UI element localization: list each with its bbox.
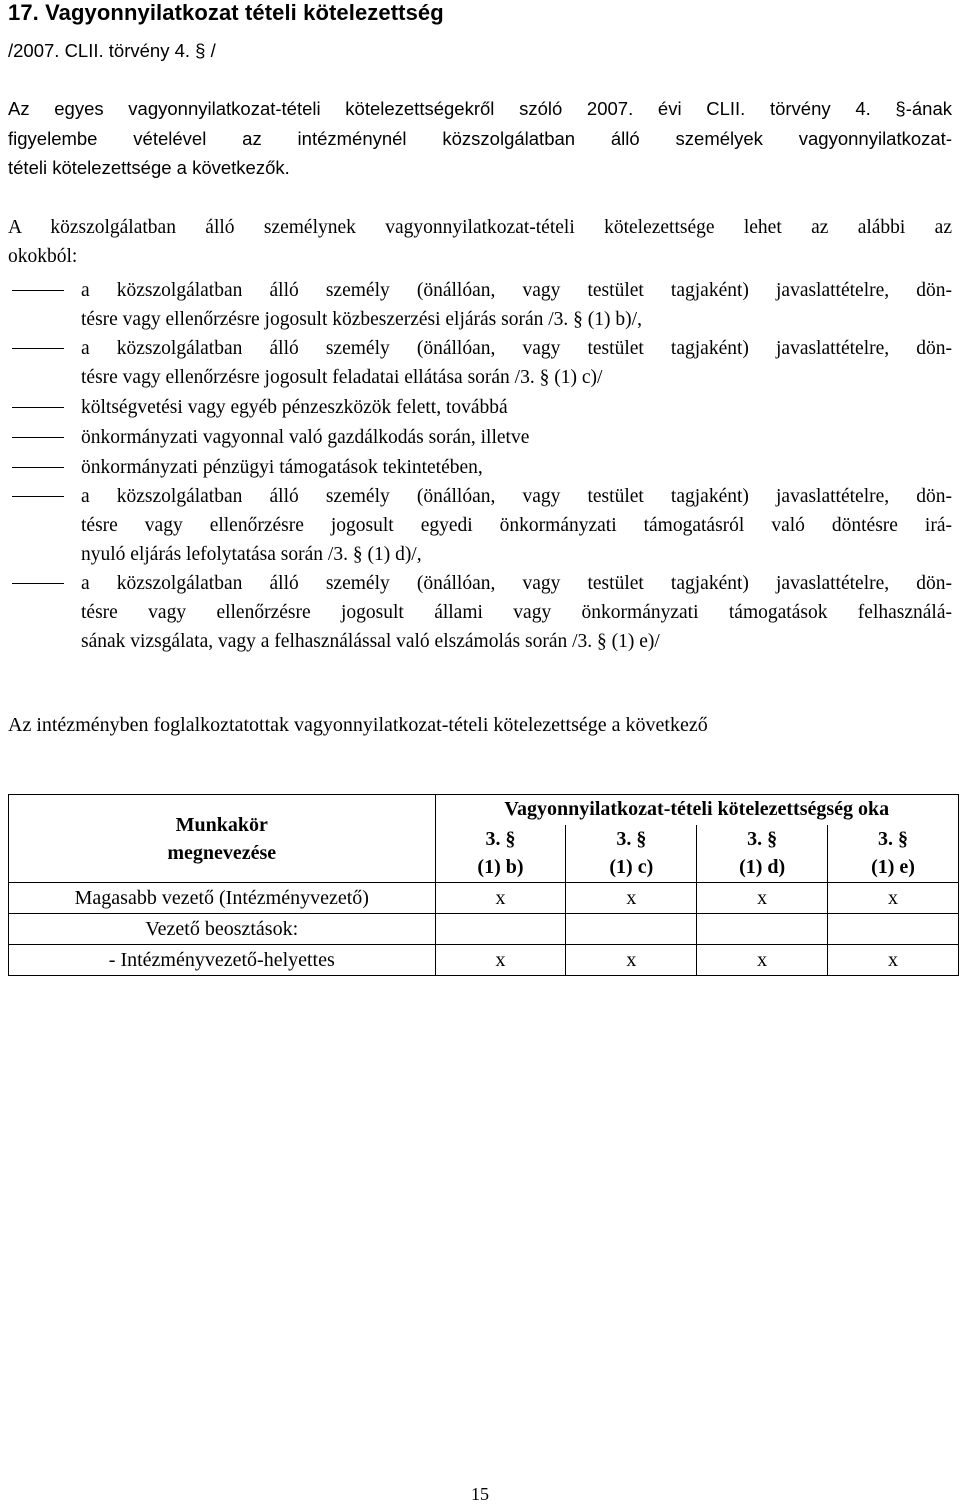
table-cell: x (566, 883, 697, 914)
dash-bullet (12, 467, 64, 468)
list-item-text (81, 393, 952, 422)
item-line: tésre vagy ellenőrzésre jogosult közbeszerzési eljárás során /3. § (1) b)/, (81, 309, 642, 330)
col-header-position (9, 795, 436, 883)
item-line: sának vizsgálata, vagy a felhasználással való elszámolás során /3. § (1) e)/ (81, 631, 660, 652)
table-cell: x (828, 883, 959, 914)
table-row (9, 914, 959, 945)
subheader-line: (1) b) (477, 856, 524, 879)
dash-bullet (12, 583, 64, 584)
page-number: 15 (471, 1484, 489, 1504)
item-line: a közszolgálatban álló személy (önállóan, vagy testület tagjaként) javaslattételre, dön- (81, 573, 952, 594)
table-cell: x (697, 883, 828, 914)
item-line: tésre vagy ellenőrzésre jogosult egyedi önkormányzati támogatásról való döntésre irá- (81, 515, 952, 536)
subheader-line: 3. § (616, 828, 647, 851)
table-cell: x (828, 945, 959, 976)
dash-bullet (12, 496, 64, 497)
subheader-line: (1) c) (609, 856, 654, 879)
table-row (9, 883, 959, 914)
list-item-text (81, 276, 952, 334)
intro-line: figyelembe vételével az intézménynél közszolgálatban álló személyek vagyonnyilatkozat- (8, 127, 952, 149)
list-item-text (81, 334, 952, 392)
subheader-line: 3. § (747, 828, 778, 851)
table-cell: x (566, 945, 697, 976)
dash-bullet (12, 348, 64, 349)
row-label: - Intézményvezető-helyettes (9, 945, 436, 976)
item-line: nyuló eljárás lefolytatása során /3. § (1) d)/, (81, 544, 422, 565)
table-cell: x (435, 945, 566, 976)
item-line: a közszolgálatban álló személy (önállóan, vagy testület tagjaként) javaslattételre, dön- (81, 486, 952, 507)
item-line: önkormányzati pénzügyi támogatások tekintetében, (81, 457, 483, 478)
reasons-line: okokból: (8, 246, 78, 267)
subheader-line: 3. § (485, 828, 516, 851)
table-cell: x (697, 945, 828, 976)
item-line: költségvetési vagy egyéb pénzeszközök felett, továbbá (81, 397, 508, 418)
intro-line: tételi kötelezettsége a következők. (8, 157, 290, 178)
row-label: Vezető beosztások: (9, 914, 436, 945)
list-item-text (81, 453, 952, 482)
table-cell (697, 914, 828, 945)
subheader-line: (1) e) (871, 856, 915, 879)
obligation-table (8, 794, 959, 976)
item-line: a közszolgálatban álló személy (önállóan, vagy testület tagjaként) javaslattételre, dön- (81, 338, 952, 359)
table-cell: x (435, 883, 566, 914)
col-header-d (697, 825, 828, 883)
table-row (9, 945, 959, 976)
dash-bullet (12, 407, 64, 408)
reasons-line: A közszolgálatban álló személynek vagyonnyilatkozat-tételi kötelezettsége lehet az alábbi az (8, 217, 952, 238)
header-line: megnevezése (167, 841, 277, 864)
dash-bullet (12, 437, 64, 438)
col-header-group: Vagyonnyilatkozat-tételi kötelezettségség oka (435, 795, 958, 825)
list-item-text (81, 482, 952, 569)
intro-line: Az egyes vagyonnyilatkozat-tételi kötelezettségekről szóló 2007. évi CLII. törvény 4. §-ának (8, 98, 952, 119)
col-header-b (435, 825, 566, 883)
section-heading: 17. Vagyonnyilatkozat tételi kötelezettség (8, 0, 444, 25)
col-header-c (566, 825, 697, 883)
item-line: tésre vagy ellenőrzésre jogosult feladatai ellátása során /3. § (1) c)/ (81, 367, 603, 388)
item-line: önkormányzati vagyonnal való gazdálkodás során, illetve (81, 427, 530, 448)
dash-bullet (12, 290, 64, 291)
table-header-row (9, 795, 959, 825)
table-cell (566, 914, 697, 945)
reasons-paragraph (8, 213, 952, 271)
table-intro: Az intézményben foglalkoztatottak vagyonnyilatkozat-tételi kötelezettsége a következő (8, 714, 708, 736)
list-item-text (81, 569, 952, 656)
law-reference: /2007. CLII. törvény 4. § / (8, 40, 216, 61)
item-line: a közszolgálatban álló személy (önállóan, vagy testület tagjaként) javaslattételre, dön- (81, 280, 952, 301)
col-header-e (828, 825, 959, 883)
table-cell (435, 914, 566, 945)
header-line: Munkakör (175, 813, 268, 836)
list-item-text (81, 423, 952, 452)
table-cell (828, 914, 959, 945)
item-line: tésre vagy ellenőrzésre jogosult állami vagy önkormányzati támogatások felhasználá- (81, 602, 952, 623)
subheader-line: 3. § (878, 828, 909, 851)
subheader-line: (1) d) (739, 856, 786, 879)
intro-paragraph (8, 94, 952, 183)
row-label: Magasabb vezető (Intézményvezető) (9, 883, 436, 914)
